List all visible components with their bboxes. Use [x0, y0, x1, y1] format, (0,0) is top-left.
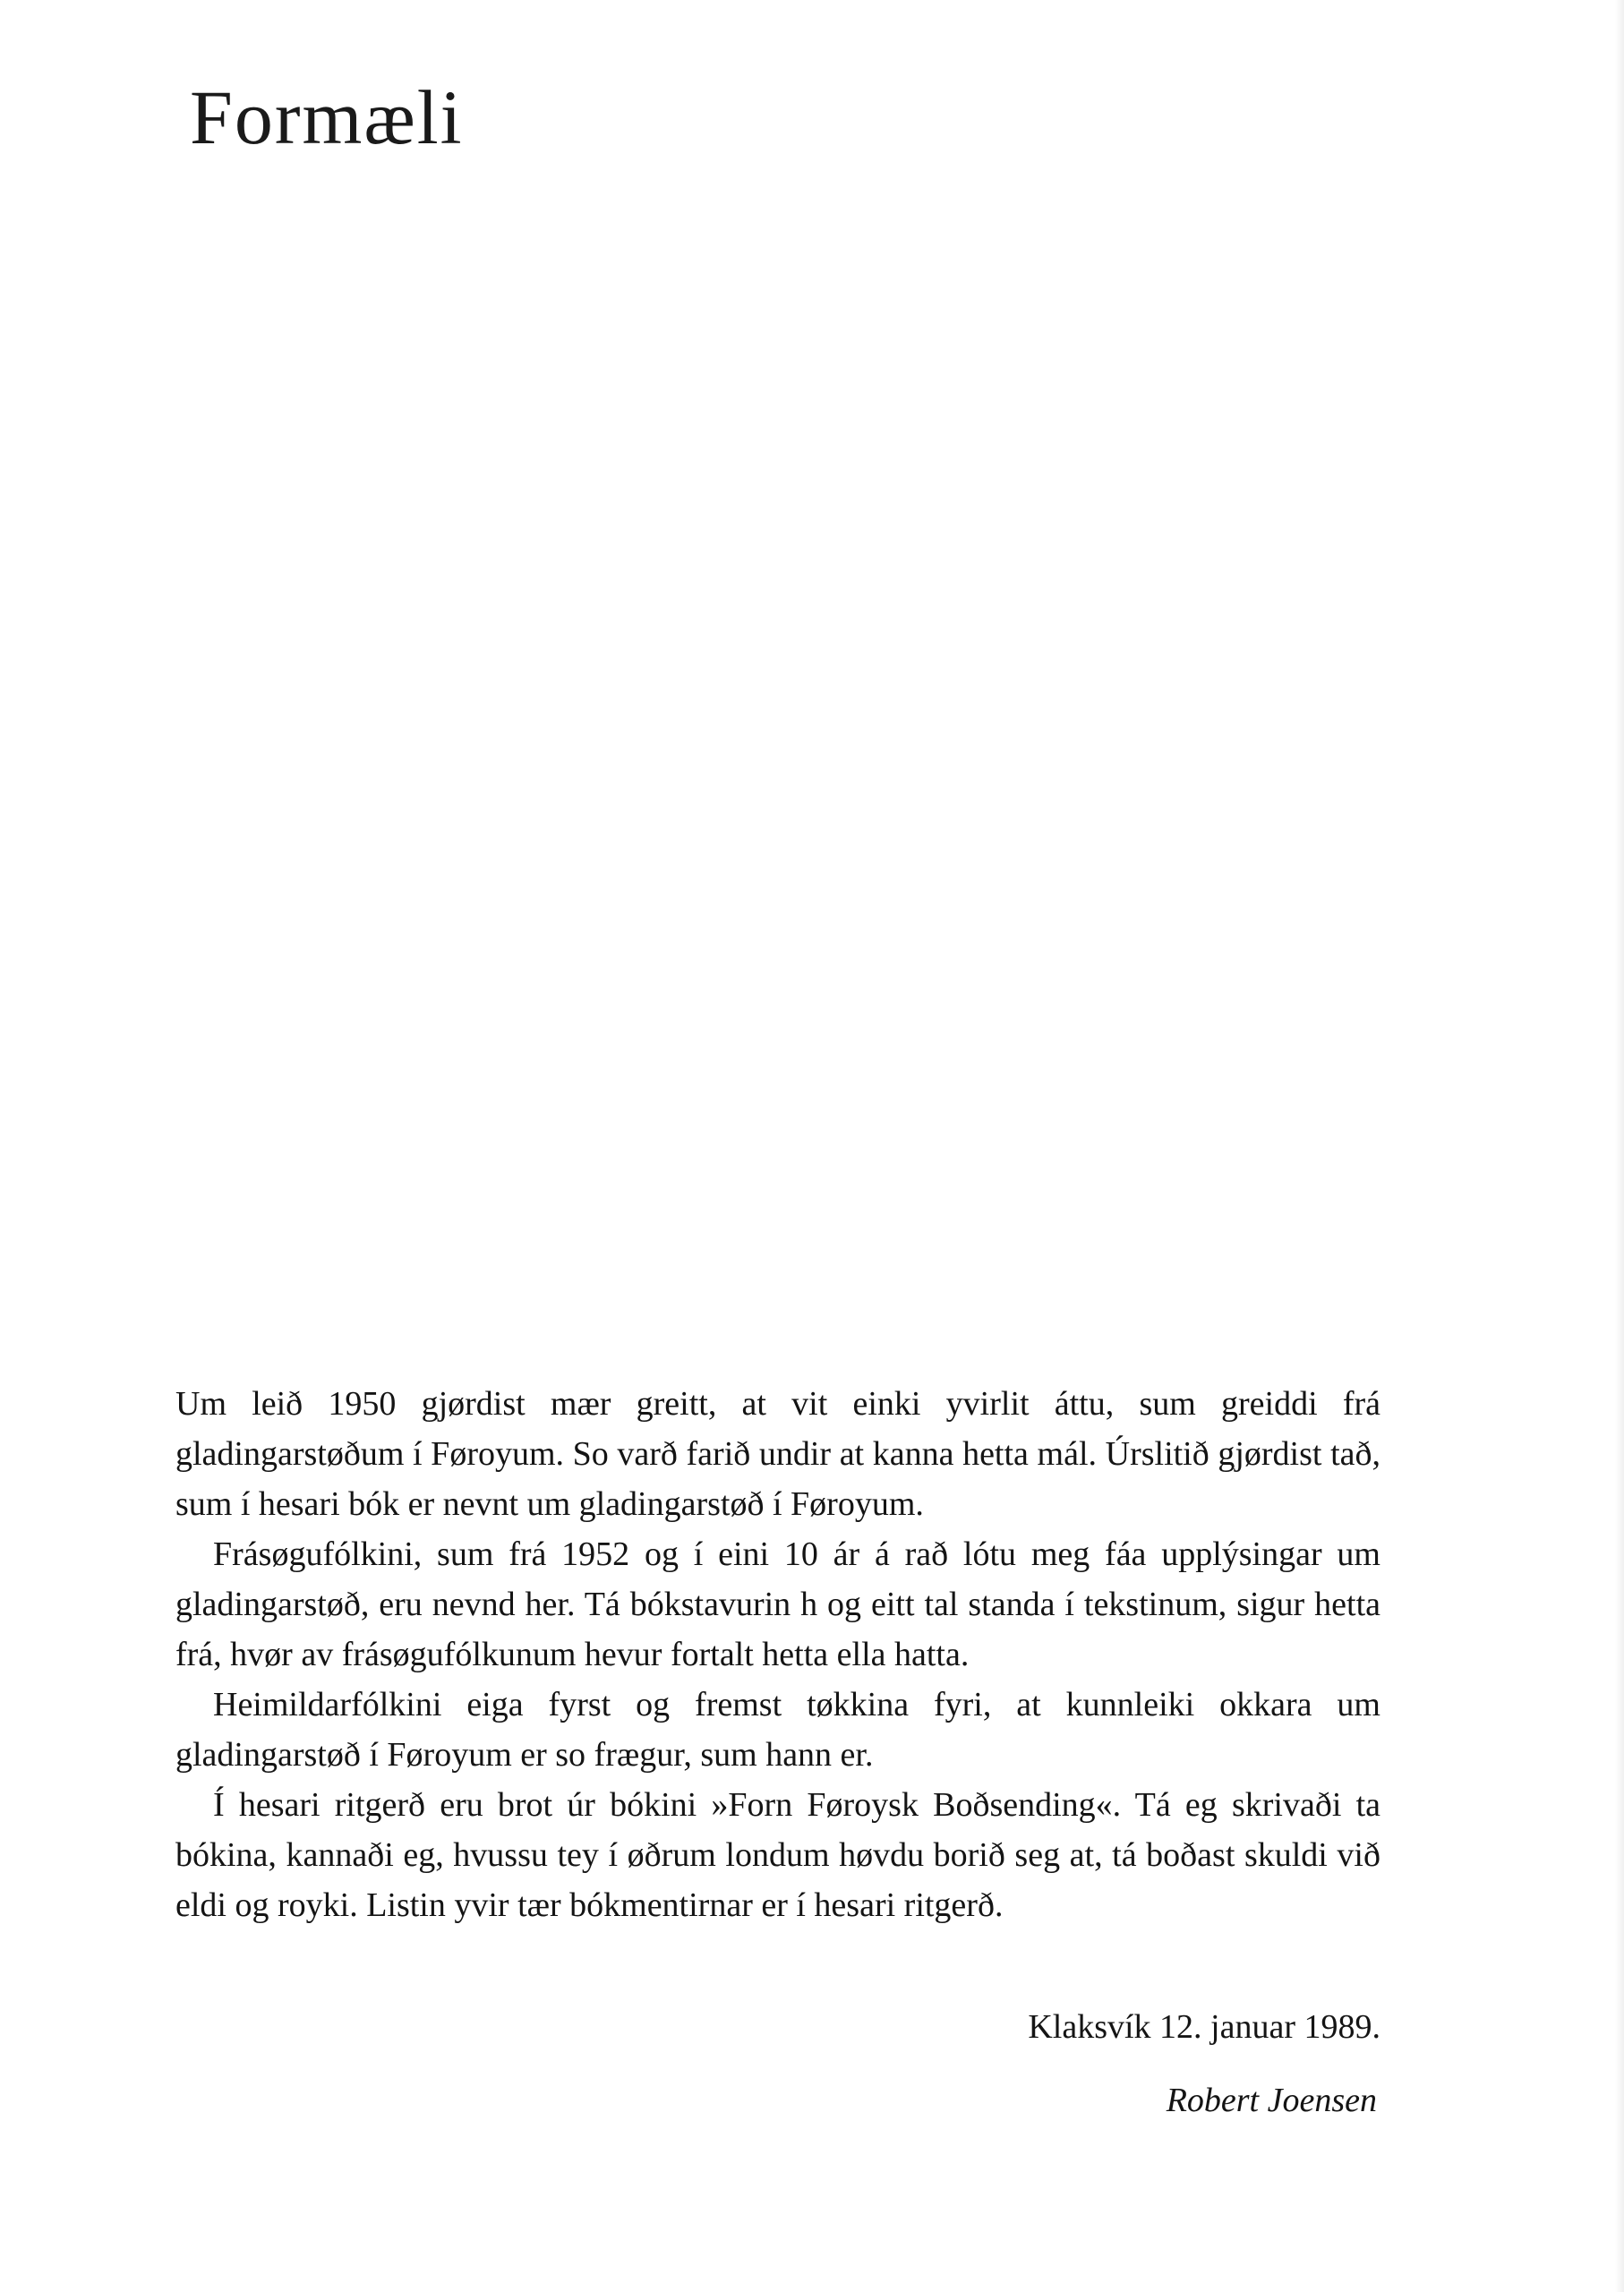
page-edge [1615, 0, 1624, 2292]
paragraph-4: Í hesari ritgerð eru brot úr bókini »Forn Føroysk Boðsending«. Tá eg skrivaði ta bókina, kannaði eg, hvussu tey í øðrum londum høvdu borið seg at, tá boðast skuldi við eldi og royki. Listin yvir tær bókmentirnar er í hesari ritgerð. [175, 1786, 1380, 1924]
preface-body [175, 1379, 1380, 1930]
place-date: Klaksvík 12. januar 1989. [1028, 2008, 1380, 2046]
paragraph-3: Heimildarfólkini eiga fyrst og fremst tøkkina fyri, at kunnleiki okkara um gladingarstøð í Føroyum er so frægur, sum hann er. [175, 1686, 1380, 1774]
page-title: Formæli [190, 74, 464, 160]
paragraph-2: Frásøgufólkini, sum frá 1952 og í eini 10 ár á rað lótu meg fáa upplýsingar um gladingarstøð, eru nevnd her. Tá bókstavurin h og eitt tal standa í tekstinum, sigur hetta frá, hvør av frásøgufólkunum hevur fortalt hetta ella hatta. [175, 1535, 1380, 1673]
paragraph-1: Um leið 1950 gjørdist mær greitt, at vit einki yvirlit áttu, sum greiddi frá gladingarstøðum í Føroyum. So varð farið undir at kanna hetta mál. Úrslitið gjørdist tað, sum í hesari bók er nevnt um gladingarstøð í Føroyum. [175, 1385, 1380, 1523]
author-signature: Robert Joensen [1166, 2082, 1377, 2119]
